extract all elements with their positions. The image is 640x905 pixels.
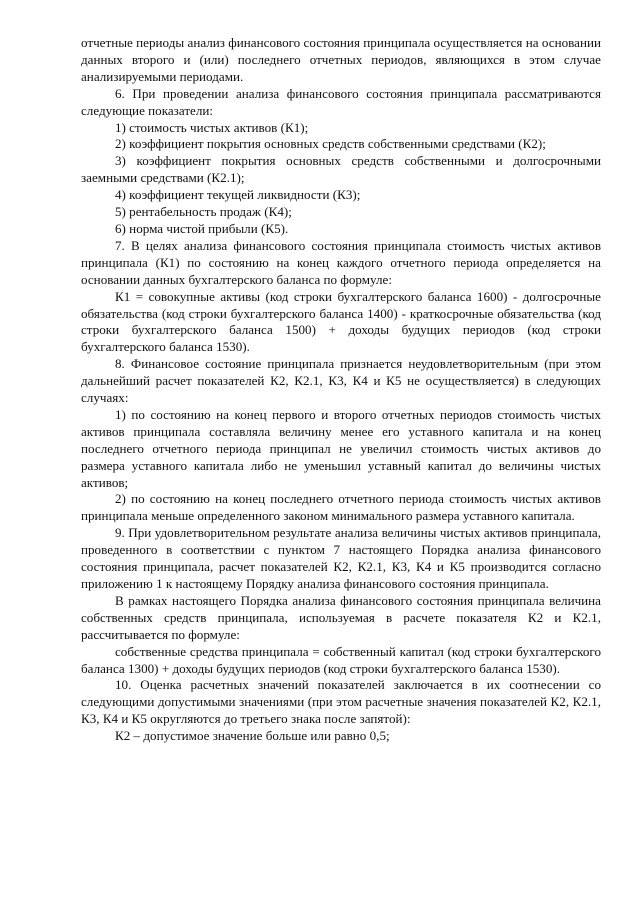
list-item-k2-1: 3) коэффициент покрытия основных средств собственными и долгосрочными заемными средствами (К2.1); xyxy=(81,153,601,186)
document-page xyxy=(81,35,601,745)
condition-item-1: 1) по состоянию на конец первого и второго отчетных периодов стоимость чистых активов принципала составляла величину менее его уставного капитала и на конец последнего отчетного периода принципал не увеличил стоимость чистых активов до размера уставного капитала либо не уменьшил уставный капитал до величины чистых активов; xyxy=(81,406,601,490)
paragraph-item-7: 7. В целях анализа финансового состояния принципала стоимость чистых активов принципала (К1) по состоянию на конец каждого отчетного периода определяется на основании данных бухгалтерского баланса по формуле: xyxy=(81,237,601,287)
condition-item-2: 2) по состоянию на конец последнего отчетного периода стоимость чистых активов принципала меньше определенного законом минимального размера уставного капитала. xyxy=(81,491,601,524)
list-item-k3: 4) коэффициент текущей ликвидности (К3); xyxy=(115,187,361,203)
list-item-k4: 5) рентабельность продаж (К4); xyxy=(115,204,292,220)
paragraph-item-9: 9. При удовлетворительном результате анализа величины чистых активов принципала, проведенного в соответствии с пунктом 7 настоящего Порядка анализа финансового состояния принципала, расчет показателей К2, К2.1, К3, К4 и К5 производится согласно приложению 1 к настоящему Порядку анализа финансового состояния принципала. xyxy=(81,525,601,591)
criterion-k2: К2 – допустимое значение больше или равно 0,5; xyxy=(115,728,390,744)
paragraph-continuation: отчетные периоды анализ финансового состояния принципала осуществляется на основании данных второго и (или) последнего отчетных периодов, являющихся в этом случае анализируемыми периодами. xyxy=(81,35,601,84)
paragraph-item-6: 6. При проведении анализа финансового состояния принципала рассматриваются следующие показатели: xyxy=(81,85,601,118)
list-item-k1: 1) стоимость чистых активов (К1); xyxy=(115,119,309,135)
list-item-k2: 2) коэффициент покрытия основных средств собственными средствами (К2); xyxy=(115,136,546,152)
paragraph-own-funds: В рамках настоящего Порядка анализа финансового состояния принципала величина собственных средств принципала, используемая в расчете показателя К2 и К2.1, рассчитывается по формуле: xyxy=(81,592,601,642)
formula-k1: К1 = совокупные активы (код строки бухгалтерского баланса 1600) - долгосрочные обязательства (код строки бухгалтерского баланса 1400) - краткосрочные обязательства (код строки бухгалтерского баланса 1500) + доходы будущих периодов (код строки бухгалтерского баланса 1530). xyxy=(81,288,601,355)
list-item-k5: 6) норма чистой прибыли (К5). xyxy=(115,220,289,236)
formula-own-funds: собственные средства принципала = собственный капитал (код строки бухгалтерского баланса 1300) + доходы будущих периодов (код строки бухгалтерского баланса 1530). xyxy=(81,643,601,676)
paragraph-item-8: 8. Финансовое состояние принципала признается неудовлетворительным (при этом дальнейший расчет показателей К2, К2.1, К3, К4 и К5 не осуществляется) в следующих случаях: xyxy=(81,356,601,406)
paragraph-item-10: 10. Оценка расчетных значений показателей заключается в их соотнесении со следующими допустимыми значениями (при этом расчетные значения показателей К2, К2.1, К3, К4 и К5 округляются до третьего знака после запятой): xyxy=(81,677,601,727)
